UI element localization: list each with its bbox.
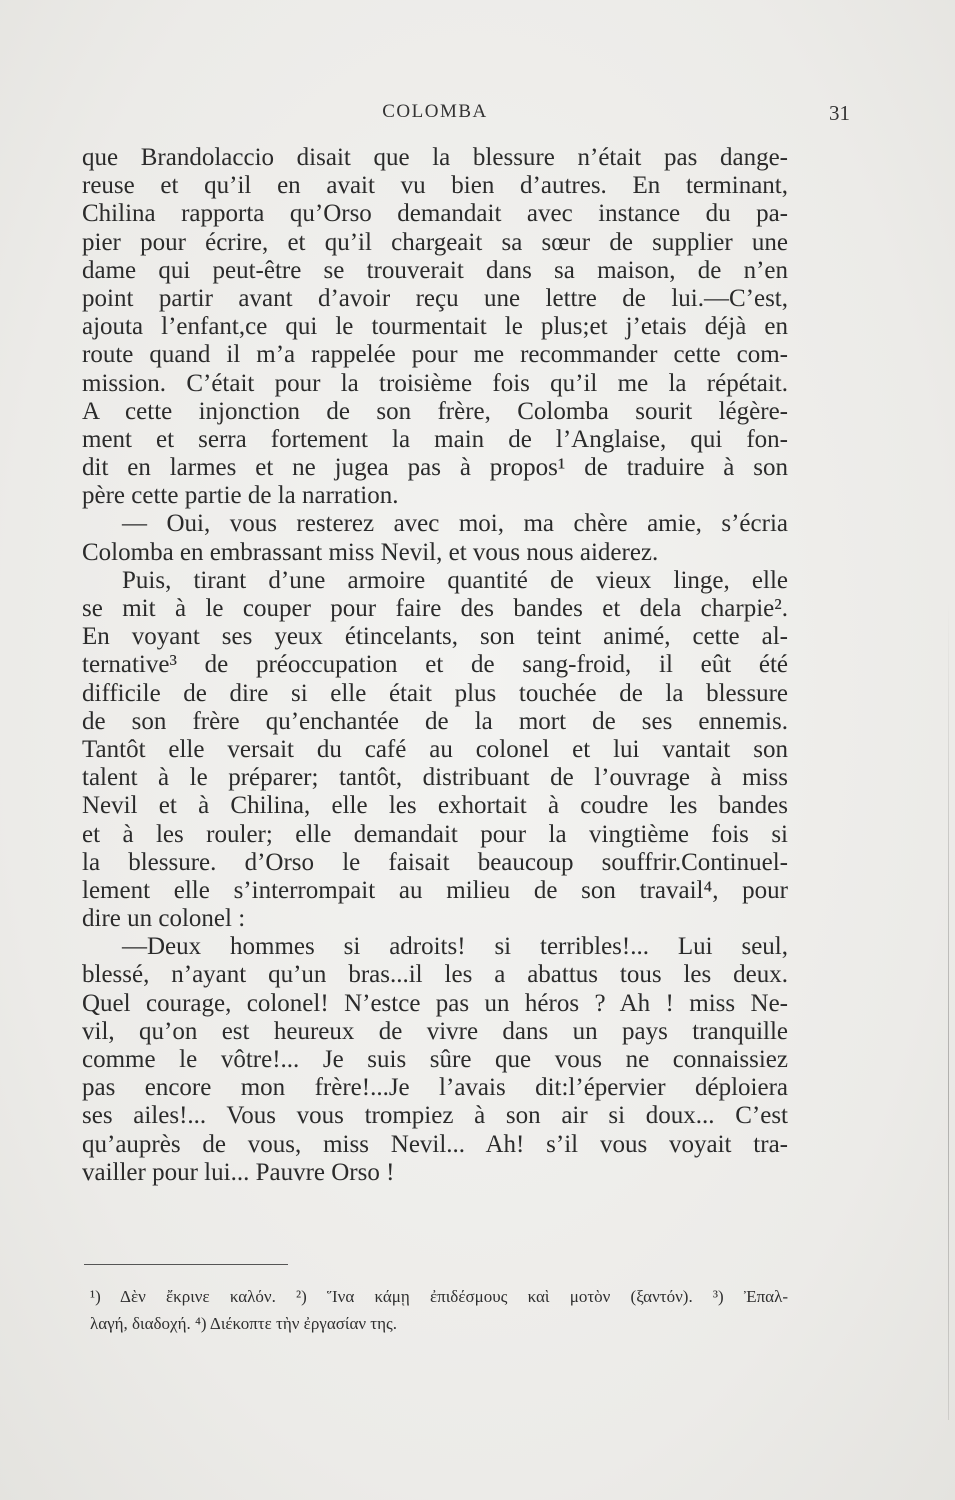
text-line: vailler pour lui... Pauvre Orso ! [82,1158,395,1186]
text-line: ses ailes!... Vous vous trompiez à son air si doux... C’est [82,1102,788,1130]
text-line: et à les rouler; elle demandait pour la vingtième fois si [82,820,788,848]
text-line: Quel courage, colonel! N’estce pas un héros ? Ah ! miss Ne- [82,989,788,1017]
text-line: la blessure. d’Orso le faisait beaucoup souffrir.Continuel- [82,848,788,876]
text-line: difficile de dire si elle était plus touchée de la blessure [82,679,788,707]
text-line: ment et serra fortement la main de l’Anglaise, qui fon- [82,425,788,453]
text-line: blessé, n’ayant qu’un bras...il les a abattus tous les deux. [82,961,788,989]
text-line: route quand il m’a rappelée pour me recommander cette com- [82,341,788,369]
text-line: se mit à le couper pour faire des bandes et dela charpie². [82,595,788,622]
footnotes [90,1283,788,1337]
text-line: Chilina rapporta qu’Orso demandait avec instance du pa- [82,200,788,228]
text-line: comme le vôtre!... Je suis sûre que vous ne connaissiez [82,1046,788,1073]
text-line: ternative³ de préoccupation et de sang-froid, il eût été [82,651,788,679]
text-line: pier pour écrire, et qu’il chargeait sa sœur de supplier une [82,228,788,256]
page-edge-shadow [948,600,949,1420]
footnote-line: ¹) Δὲν ἔκρινε καλόν. ²) Ἵνα κάμῃ ἐπιδέσμους καὶ μοτὸν (ξαντόν). ³) Ἐπαλ- [90,1287,788,1306]
text-line: dit en larmes et ne jugea pas à propos¹ de traduire à son [82,454,788,482]
footnote-divider [84,1264,288,1265]
text-line: point partir avant d’avoir reçu une lettre de lui.—C’est, [82,284,788,312]
text-line: dame qui peut-être se trouverait dans sa maison, de n’en [82,256,788,284]
text-line: En voyant ses yeux étincelants, son teint animé, cette al- [82,623,788,651]
text-line: que Brandolaccio disait que la blessure n’était pas dange- [82,144,788,171]
text-line: de son frère qu’enchantée de la mort de ses ennemis. [82,707,788,735]
text-line: talent à le préparer; tantôt, distribuant de l’ouvrage à miss [82,764,788,792]
footnote-line: λαγή, διαδοχή. ⁴) Διέκοπτε τὴν ἐργασίαν της. [90,1314,398,1333]
text-line: dire un colonel : [82,905,246,933]
text-line: pas encore mon frère!...Je l’avais dit:l’épervier déploiera [82,1074,788,1102]
text-line: mission. C’était pour la troisième fois qu’il me la répétait. [82,369,788,397]
text-line: lement elle s’interrompait au milieu de son travail⁴, pour [82,876,788,904]
text-line: — Oui, vous resterez avec moi, ma chère amie, s’écria [122,510,788,538]
text-line: —Deux hommes si adroits! si terribles!... Lui seul, [122,933,788,961]
text-line: qu’auprès de vous, miss Nevil... Ah! s’il vous voyait tra- [82,1130,788,1158]
text-line: vil, qu’on est heureux de vivre dans un pays tranquille [82,1017,788,1045]
page-header [82,101,850,131]
text-line: reuse et qu’il en avait vu bien d’autres. En terminant, [82,172,788,200]
page-number: 31 [829,101,850,125]
body-text [82,144,788,1187]
running-title: COLOMBA [382,101,488,122]
text-line: Tantôt elle versait du café au colonel et lui vantait son [82,735,788,763]
text-line: Colomba en embrassant miss Nevil, et vous nous aiderez. [82,538,659,566]
text-line: Puis, tirant d’une armoire quantité de vieux linge, elle [122,566,788,594]
text-line: père cette partie de la narration. [82,482,399,510]
text-line: ajouta l’enfant,ce qui le tourmentait le plus;et j’etais déjà en [82,313,788,341]
text-line: Nevil et à Chilina, elle les exhortait à coudre les bandes [82,792,788,820]
text-line: A cette injonction de son frère, Colomba sourit légère- [82,397,788,425]
